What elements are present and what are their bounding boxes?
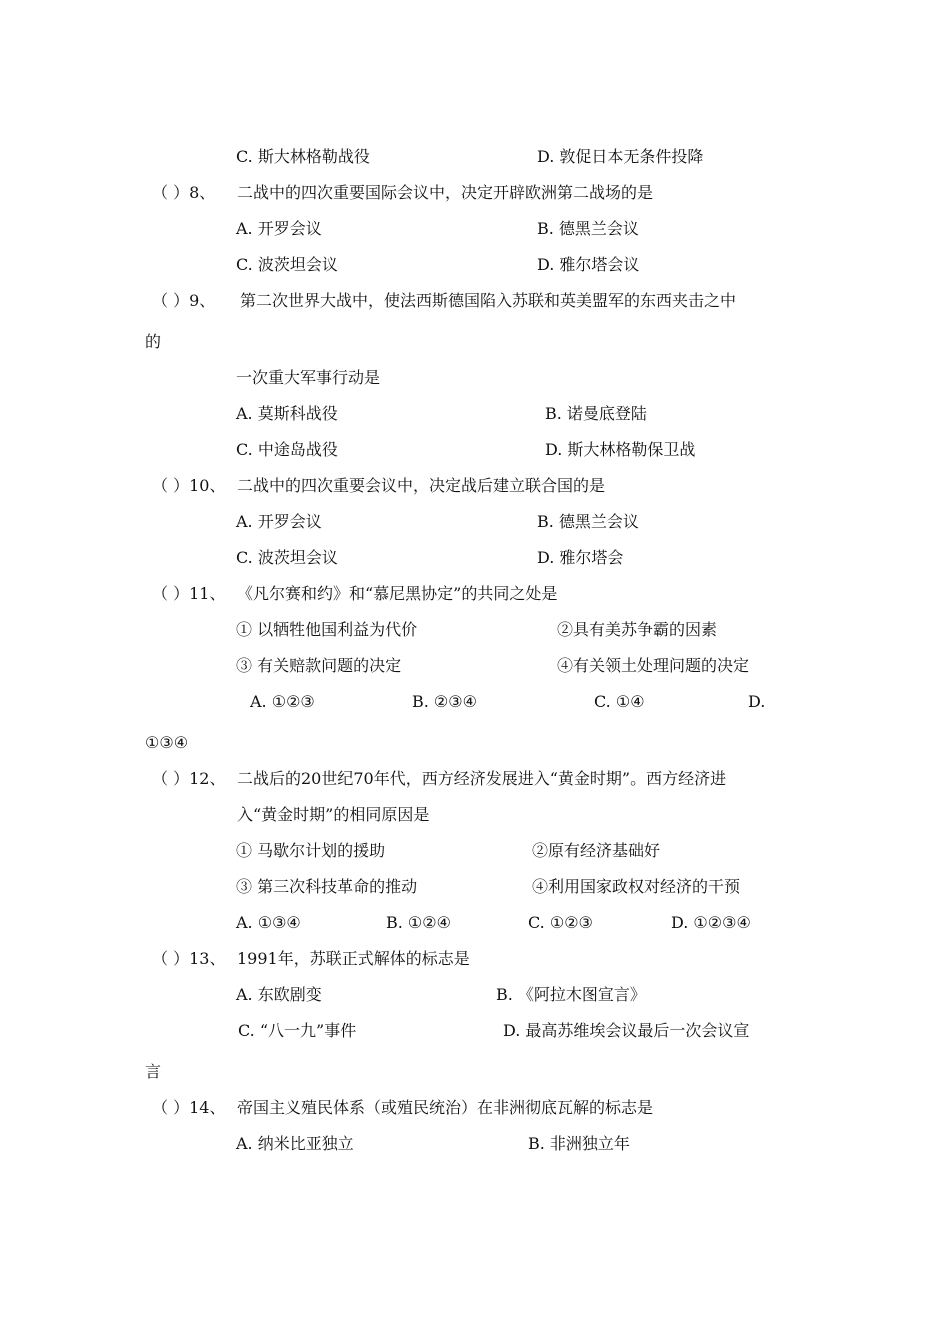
q14-answer-paren: （ ）14、 [152,1098,226,1117]
q11-option-d-wrap: ①③④ [145,733,189,752]
q8-stem: 二战中的四次重要国际会议中，决定开辟欧洲第二战场的是 [237,183,654,202]
q11-item-3: ③ 有关赔款问题的决定 [236,656,402,675]
q12-answer-paren: （ ）12、 [152,769,226,788]
q7-option-d: D. 敦促日本无条件投降 [537,147,704,166]
q13-answer-paren: （ ）13、 [152,949,226,968]
q12-option-d: D. ①②③④ [671,913,751,932]
q8-option-b: B. 德黑兰会议 [537,219,639,238]
q13-option-a: A. 东欧剧变 [236,985,322,1004]
q13-stem: 1991年，苏联正式解体的标志是 [237,949,470,968]
q8-answer-paren: （ ）8、 [152,183,216,202]
q9-stem-cont: 一次重大军事行动是 [236,368,381,387]
q14-option-b: B. 非洲独立年 [528,1134,630,1153]
q12-item-1: ① 马歇尔计划的援助 [236,841,386,860]
q10-option-b: B. 德黑兰会议 [537,512,639,531]
q13-option-d: D. 最高苏维埃会议最后一次会议宣 [503,1021,750,1040]
q7-option-c: C. 斯大林格勒战役 [236,147,370,166]
q9-stem: 第二次世界大战中，使法西斯德国陷入苏联和英美盟军的东西夹击之中 [240,291,737,310]
q11-option-b: B. ②③④ [412,692,477,711]
q9-option-b: B. 诺曼底登陆 [545,404,647,423]
q12-item-4: ④利用国家政权对经济的干预 [532,877,741,896]
q8-option-c: C. 波茨坦会议 [236,255,338,274]
q11-answer-paren: （ ）11、 [152,584,226,603]
q14-option-a: A. 纳米比亚独立 [236,1134,354,1153]
q11-item-1: ① 以牺牲他国利益为代价 [236,620,418,639]
q11-item-4: ④有关领土处理问题的决定 [557,656,750,675]
q13-option-d-wrap: 言 [145,1062,162,1081]
q10-stem: 二战中的四次重要会议中，决定战后建立联合国的是 [237,476,606,495]
q12-option-b: B. ①②④ [386,913,451,932]
q9-option-c: C. 中途岛战役 [236,440,338,459]
q11-stem: 《凡尔赛和约》和“慕尼黑协定”的共同之处是 [237,584,558,603]
q11-item-2: ②具有美苏争霸的因素 [557,620,718,639]
q10-answer-paren: （ ）10、 [152,476,226,495]
q10-option-a: A. 开罗会议 [236,512,322,531]
q9-stem-wrap: 的 [145,332,162,351]
q10-option-d: D. 雅尔塔会 [537,548,624,567]
q11-option-a: A. ①②③ [250,692,315,711]
q9-option-a: A. 莫斯科战役 [236,404,338,423]
q12-item-3: ③ 第三次科技革命的推动 [236,877,418,896]
q13-option-c: C. “八一九”事件 [238,1021,357,1040]
q13-option-b: B. 《阿拉木图宣言》 [496,985,646,1004]
q11-option-d: D. [748,692,766,711]
q9-option-d: D. 斯大林格勒保卫战 [545,440,696,459]
q11-option-c: C. ①④ [594,692,645,711]
q12-option-c: C. ①②③ [528,913,593,932]
q14-stem: 帝国主义殖民体系（或殖民统治）在非洲彻底瓦解的标志是 [237,1098,654,1117]
q8-option-d: D. 雅尔塔会议 [537,255,640,274]
q12-item-2: ②原有经济基础好 [532,841,661,860]
q9-answer-paren: （ ）9、 [152,291,216,310]
q12-stem-cont: 入“黄金时期”的相同原因是 [237,805,430,824]
q10-option-c: C. 波茨坦会议 [236,548,338,567]
q12-stem: 二战后的20世纪70年代，西方经济发展进入“黄金时期”。西方经济进 [237,769,727,788]
q12-option-a: A. ①③④ [236,913,301,932]
q8-option-a: A. 开罗会议 [236,219,322,238]
